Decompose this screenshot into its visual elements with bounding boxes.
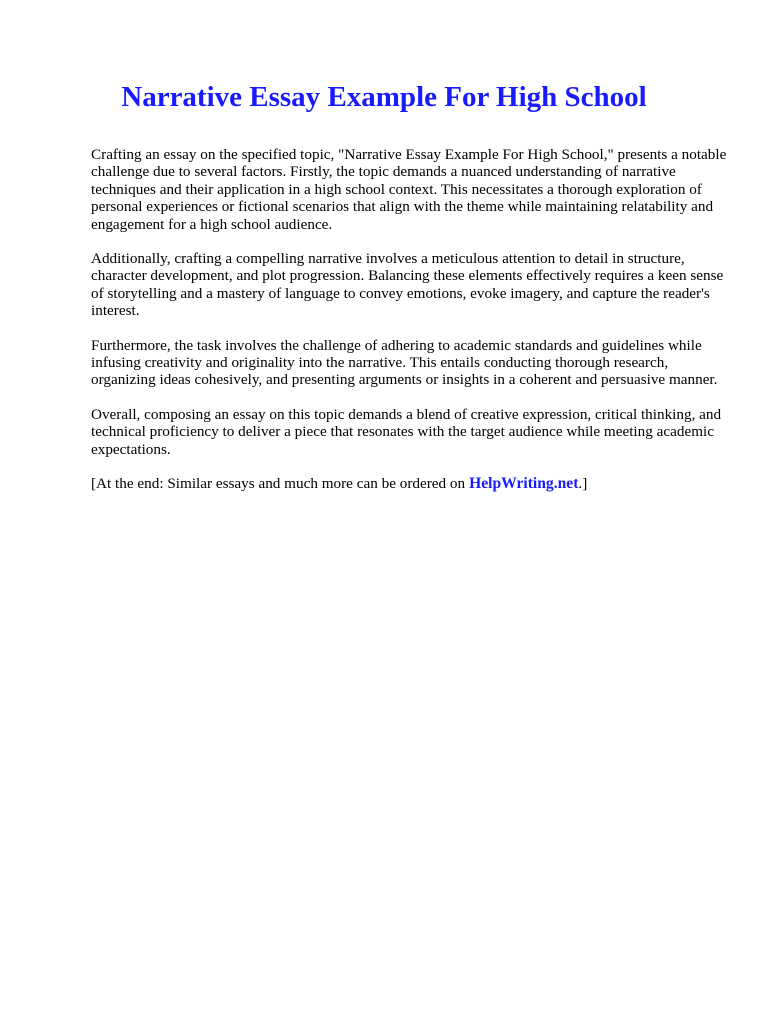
paragraph-2: Additionally, crafting a compelling narrative involves a meticulous attention to detail in structure, character development, and plot progression. Balancing these elements effectively requires a keen sense of storytelling and a mastery of language to convey emotions, evoke imagery, and capture the reader's interest.: [91, 250, 724, 320]
helpwriting-link[interactable]: HelpWriting.net: [469, 475, 579, 493]
footer-prefix: [At the end: Similar essays and much more can be ordered on: [91, 475, 466, 493]
paragraph-1: Crafting an essay on the specified topic, "Narrative Essay Example For High School," presents a notable challenge due to several factors. Firstly, the topic demands a nuanced understanding of narrative techniques and their application in a high school context. This necessitates a thorough exploration of personal experiences or fictional scenarios that align with the theme while maintaining relatability and engagement for a high school audience.: [91, 146, 727, 233]
footer-note: [91, 475, 731, 492]
page-title: Narrative Essay Example For High School: [121, 81, 647, 113]
paragraph-4: Overall, composing an essay on this topic demands a blend of creative expression, critical thinking, and technical proficiency to deliver a piece that resonates with the target audience while meeting academic expectations.: [91, 405, 722, 458]
paragraph-3: Furthermore, the task involves the challenge of adhering to academic standards and guidelines while infusing creativity and originality into the narrative. This entails conducting thorough research, organizing ideas cohesively, and presenting arguments or insights in a coherent and persuasive manner.: [91, 336, 718, 389]
footer-suffix: .]: [578, 475, 588, 493]
essay-body: [91, 146, 731, 493]
